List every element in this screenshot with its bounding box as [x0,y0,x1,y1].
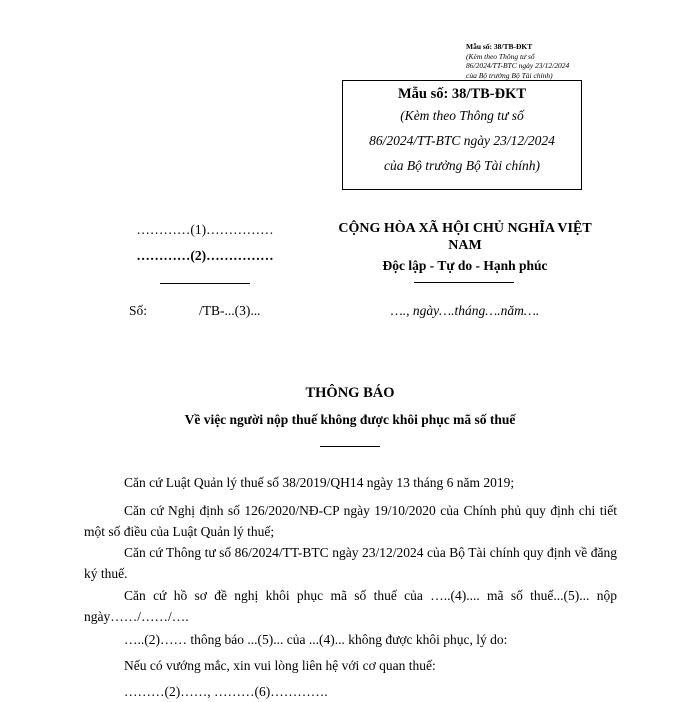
agency-line-2: …………(2)…………… [136,248,274,263]
agency-line-1: …………(1)…………… [136,222,274,237]
small-stamp-code: Mẫu số: 38/TB-ĐKT [466,42,533,51]
notice-statement: …..(2)…… thông báo ...(5)... của ...(4)... không được khôi phục, lý do: [124,632,508,647]
form-ref-line3: của Bộ trưởng Bộ Tài chính) [384,158,540,173]
form-ref-line2: 86/2024/TT-BTC ngày 23/12/2024 [369,133,555,148]
document-number-label: Số: [129,303,148,318]
small-stamp-line3: của Bộ trưởng Bộ Tài chính) [466,70,553,80]
form-code: Mẫu số: 38/TB-ĐKT [397,86,527,102]
legal-basis-law: Căn cứ Luật Quản lý thuế số 38/2019/QH14 ngày 13 tháng 6 năm 2019; [124,475,515,490]
small-form-stamp [466,42,626,80]
document-title: THÔNG BÁO [305,385,395,401]
nation-title-line1: CỘNG HÒA XÃ HỘI CHỦ NGHĨA VIỆT [338,221,592,236]
form-reference-box [342,80,582,190]
contact-details: ………(2)……, ………(6)…………. [124,684,328,699]
document-date-line: …., ngày….tháng….năm…. [390,303,540,318]
legal-basis-decree: Căn cứ Nghị định số 126/2020/NĐ-CP ngày 19/10/2020 của Chính phủ quy định chi tiết một số điều của Luật Quản lý thuế; [84,503,617,539]
small-stamp-line1: (Kèm theo Thông tư số [466,51,535,61]
document-subtitle: Về việc người nộp thuế không được khôi phục mã số thuế [184,412,516,427]
small-stamp-line2: 86/2024/TT-BTC ngày 23/12/2024 [466,61,570,70]
agency-divider [160,283,250,284]
motto-divider [414,282,514,283]
legal-basis-circular: Căn cứ Thông tư số 86/2024/TT-BTC ngày 23/12/2024 của Bộ Tài chính quy định về đăng ký thuế. [84,545,617,581]
basis-application: Căn cứ hồ sơ đề nghị khôi phục mã số thuế của …..(4).... mã số thuế...(5)... nộp ngày……/……/…. [84,588,617,624]
national-motto: Độc lập - Tự do - Hạnh phúc [382,258,548,273]
form-ref-line1: (Kèm theo Thông tư số [400,108,524,123]
nation-title [320,220,610,254]
contact-instruction: Nếu có vướng mắc, xin vui lòng liên hệ với cơ quan thuế: [124,658,436,673]
document-number-value: /TB-...(3)... [199,303,261,318]
title-divider [320,446,380,447]
nation-title-line2: NAM [448,238,482,253]
